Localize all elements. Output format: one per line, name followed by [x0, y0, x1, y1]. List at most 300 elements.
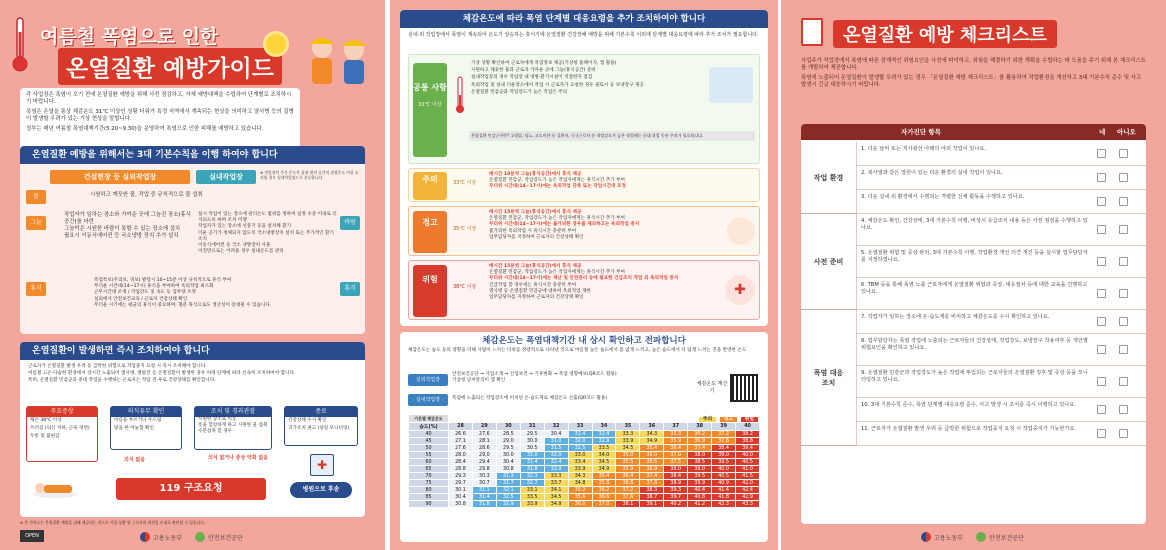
water-label: 물: [26, 190, 46, 204]
heat-cell: 33.9: [568, 466, 592, 473]
common-item: 온열질환 민감군과 작업강도가 높은 작업은 주의: [471, 89, 568, 95]
heat-cell: 39.1: [640, 501, 664, 508]
heat-cell: 30.5: [520, 445, 544, 452]
common-item: 시원하고 깨끗한 물과 근로자 가까운 곳에 그늘(휴식공간) 준비: [471, 68, 596, 74]
title-line1: 여름철 폭염으로 인한: [40, 26, 219, 48]
temp-header: 37: [664, 423, 688, 431]
heat-cell: 34.0: [592, 452, 616, 459]
ministry-name: 고용노동부: [153, 534, 182, 542]
common-items: [471, 61, 701, 96]
heat-cell: 31.8: [472, 501, 496, 508]
heat-cell: 30.8: [496, 466, 520, 473]
table-row: [409, 473, 760, 480]
temp-header: 36: [640, 423, 664, 431]
level-item: 열사병 등 온열질환 민감군에 대하여 옥외작업 제한: [489, 288, 591, 294]
heat-cell: 32.4: [592, 431, 616, 438]
heat-cell: 39.5: [688, 473, 712, 480]
head-item: 자가진단 항목: [901, 128, 941, 136]
heat-cell: 40.9: [712, 480, 736, 487]
heat-cell: 35.3: [664, 431, 688, 438]
checkbox-yes[interactable]: [1097, 197, 1106, 206]
step-title: 의식유무 확인: [111, 407, 181, 417]
common-item: 옥외작업 및 실내 더운장소에서 작업 시 근로자가 요청한 경우 쿨토시 등 보냉장구 제공: [471, 82, 644, 88]
heat-cell: 38.7: [640, 494, 664, 501]
levels-title: 체감온도에 따라 폭염 단계별 대응요령을 추가 조치하여야 합니다: [400, 10, 768, 28]
poster-heat-guide: [0, 0, 385, 550]
checklist-head: [801, 124, 1146, 140]
heat-cell: 33.5: [520, 494, 544, 501]
heat-cell: 40.5: [712, 473, 736, 480]
table-row: [409, 501, 760, 508]
heat-cell: 31.4: [472, 494, 496, 501]
checklist-title: 온열질환 예방 체크리스트: [833, 20, 1057, 48]
outdoor-line: 안전보건공단 ⇒ 사업소개 ⇒ 산업보건 ⇒ 기후변화 ⇒ 폭염 영향예보(QR코드 활용): [452, 372, 617, 377]
heat-cell: 28.0: [449, 452, 473, 459]
heat-cell: 38.3: [640, 487, 664, 494]
step-box: [194, 406, 272, 450]
rules-header: 온열질환 예방을 위해서는 3대 기본수칙을 이행 하여야 합니다: [20, 146, 365, 164]
checkbox-no[interactable]: [1119, 345, 1128, 354]
level-item: 무더위 시간대(14~17시)에는 옥외작업 단축 또는 작업시간대 조정: [489, 184, 626, 190]
step-box: [110, 406, 182, 450]
heat-cell: 29.5: [520, 431, 544, 438]
level-item: 매시간 15분씩 그늘(휴식공간)에서 휴식 제공: [489, 210, 582, 215]
heat-cell: 33.1: [520, 487, 544, 494]
heat-cell: 31.8: [520, 466, 544, 473]
heat-cell: 29.0: [472, 452, 496, 459]
heat-cell: 43.3: [736, 501, 760, 508]
checkbox-yes[interactable]: [1097, 149, 1106, 158]
level-name: 주의: [422, 175, 438, 184]
heat-cell: 32.9: [496, 501, 520, 508]
heat-cell: 42.3: [712, 501, 736, 508]
temp-header: 34: [592, 423, 616, 431]
heat-cell: 40.5: [736, 459, 760, 466]
heat-cell: 36.0: [640, 452, 664, 459]
level-item: 업무담당자를 지정하여 근로자의 건강상태 확인: [489, 234, 584, 240]
heat-cell: 34.9: [640, 438, 664, 445]
heat-cell: 37.8: [640, 480, 664, 487]
heat-cell: 37.4: [688, 445, 712, 452]
checklist-item-text: 4. 체감온도 확인, 건강상태, 3대 기본수칙 이행, 비상시 응급조치 내용 등은 사전 점검을 수행하고 있나요.: [861, 218, 1088, 231]
heat-cell: 34.9: [544, 501, 568, 508]
level-item: 온열질환 민감군, 작업강도가 높은 작업자에게는 휴식시간 추가 부여: [489, 178, 625, 184]
table-corner: 기온별 체감온도: [409, 415, 449, 423]
heat-cell: 35.6: [568, 494, 592, 501]
heat-cell: 40.0: [712, 466, 736, 473]
poster-checklist: [781, 0, 1166, 550]
level-row: [408, 260, 760, 320]
ministry-logo-icon: [140, 532, 150, 542]
heat-cell: 38.2: [736, 431, 760, 438]
step-title: 조치 및 경과관찰: [195, 407, 271, 417]
step-item: 옷을 헐렁하게 하고 시원한 물 섭취: [198, 423, 268, 429]
heat-cell: 31.1: [472, 487, 496, 494]
heat-cell: 36.4: [664, 445, 688, 452]
heat-cell: 39.4: [736, 445, 760, 452]
title-line2: 온열질환 예방가이드: [58, 48, 282, 85]
heat-cell: 26.6: [449, 431, 473, 438]
rest-item: 폭염특보(주의보, 경보) 발령시 10~15분 이상 규칙적으로 휴식 부여: [94, 278, 232, 283]
heat-cell: 30.4: [449, 494, 473, 501]
heat-cell: 37.8: [712, 438, 736, 445]
heat-index-table: [408, 414, 760, 508]
heat-cell: 37.4: [640, 473, 664, 480]
heat-cell: 29.3: [449, 473, 473, 480]
common-temp: 31℃ 이상: [418, 102, 442, 108]
level-row: [408, 168, 760, 202]
step-box: [284, 406, 358, 446]
checkbox-no[interactable]: [1119, 429, 1128, 438]
level-temp: 33℃ 이상: [453, 180, 477, 186]
heat-cell: 32.9: [592, 438, 616, 445]
heat-cell: 35.8: [592, 480, 616, 487]
heat-cell: 35.4: [592, 473, 616, 480]
outdoor-text: [452, 372, 692, 384]
step-item: 이름을 부르거나 두드림: [114, 418, 162, 423]
checkbox-no[interactable]: [1119, 225, 1128, 234]
heat-cell: 38.0: [688, 452, 712, 459]
heat-cell: 41.0: [736, 466, 760, 473]
heat-cell: 29.7: [449, 480, 473, 487]
checklist-table: [801, 124, 1146, 524]
checkbox-yes[interactable]: [1097, 377, 1106, 386]
checkbox-no[interactable]: [1119, 377, 1128, 386]
temp-header: 39: [712, 423, 736, 431]
check-panel: [400, 332, 768, 542]
footer-logos: [140, 532, 243, 542]
checklist-section-label: 폭염 대응 조치: [801, 310, 857, 446]
poster-heat-levels: [390, 0, 778, 550]
levels-panel: [400, 10, 768, 326]
action-header: 온열질환이 발생하면 즉시 조치하여야 합니다: [20, 342, 365, 360]
heat-cell: 30.4: [544, 431, 568, 438]
heat-cell: 36.9: [640, 466, 664, 473]
heat-cell: 34.3: [568, 473, 592, 480]
heat-cell: 35.4: [640, 445, 664, 452]
heat-cell: 32.0: [544, 452, 568, 459]
level-item: 무더위 시간대(14~17시)에는 불가피한 경우를 제외하고는 옥외작업 중지: [489, 222, 640, 228]
checklist-row: [857, 422, 1146, 446]
heat-cell: 32.4: [544, 459, 568, 466]
heat-cell: 30.1: [449, 487, 473, 494]
heat-cell: 37.6: [616, 494, 640, 501]
heat-cell: 32.7: [520, 480, 544, 487]
heat-cell: 35.9: [664, 438, 688, 445]
action-line: 근로자가 온열질환 발생 우려 등 급박한 위험으로 작업중지 요청 시 즉시 조치해야 합니다.: [28, 364, 207, 369]
heat-cell: 37.0: [664, 452, 688, 459]
table-row: [409, 480, 760, 487]
heat-cell: 35.2: [568, 487, 592, 494]
heat-cell: 30.8: [449, 501, 473, 508]
temp-header: 38: [688, 423, 712, 431]
heat-cell: 38.4: [712, 445, 736, 452]
table-row: [409, 431, 760, 438]
checkbox-yes[interactable]: [1097, 429, 1106, 438]
heat-cell: 40.0: [736, 452, 760, 459]
checklist-row: [857, 246, 1146, 278]
heat-cell: 29.0: [496, 438, 520, 445]
wind-item: 더운 공기가 정체되지 않도록 국소냉방장치 설치 또는 추가적인 환기 조치: [198, 230, 334, 242]
shade-label: 그늘: [26, 216, 46, 230]
heat-cell: 39.7: [664, 494, 688, 501]
step-title: 주요증상: [27, 407, 97, 417]
heat-cell: 36.4: [616, 473, 640, 480]
heat-cell: 37.5: [664, 459, 688, 466]
checkbox-no[interactable]: [1119, 197, 1128, 206]
rest-label-right: 휴식: [340, 282, 360, 296]
checkbox-no[interactable]: [1119, 173, 1128, 182]
level-item: 무더위 시간대(14~17시)에는 재난 및 안전관리 등에 필요한 긴급조치 작업 외 옥외작업 중지: [489, 276, 679, 282]
humidity-cell: 50: [409, 445, 449, 452]
heat-cell: 36.0: [568, 501, 592, 508]
heat-cell: 29.5: [496, 445, 520, 452]
outdoor-label: 실외작업장: [408, 374, 448, 386]
indoor-text: 폭염에 노출되는 작업장소에 비치된 온·습도계로 체감온도 산출(QR코드 활용): [452, 396, 608, 401]
checkbox-no[interactable]: [1119, 317, 1128, 326]
checklist-row: [857, 334, 1146, 366]
step-item: 시원한 장소로 이동: [198, 417, 237, 422]
heat-cell: 36.8: [616, 480, 640, 487]
level-badge: [413, 211, 447, 253]
heat-cell: 42.4: [736, 487, 760, 494]
heat-cell: 34.3: [640, 431, 664, 438]
heat-cell: 42.9: [736, 494, 760, 501]
heat-cell: 31.0: [544, 438, 568, 445]
checkbox-yes[interactable]: [1097, 289, 1106, 298]
heat-cell: 34.5: [544, 494, 568, 501]
legend-danger: 위험: [741, 417, 758, 422]
level-item: 긴급작업 할 경우에는 휴식시간 충분히 부여: [489, 282, 577, 288]
checklist-item-text: 8. 업무담당자는 폭염 작업에 노출되는 근로자들의 건강상태, 작업강도, 보냉장구 착용여부 등 개인별 위험요인을 확인하고 있나요.: [861, 338, 1088, 351]
checklist-intro-line: 사업주가 작업장에서 폭염에 따른 잠재적인 위험요인을 사전에 파악하고, 위험을 해결하기 위한 계획을 수립하는 데 도움을 주기 위해 본 체크리스트를 개발하여 제공합니다.: [801, 58, 1146, 71]
heat-cell: 28.1: [472, 438, 496, 445]
heat-cell: 32.5: [568, 445, 592, 452]
heat-cell: 33.9: [616, 438, 640, 445]
checklist-row: [857, 310, 1146, 334]
level-temp: 38℃ 이상: [453, 284, 477, 290]
col-outdoor-header: 건설현장 등 실외작업장: [50, 170, 190, 184]
shade-item: 작업자가 일하는 장소와 가까운 곳에 그늘진 장소(휴식공간)를 마련: [64, 212, 191, 225]
checklist-item-text: 2. 복사열과 같은 열원이 있는 더운 환경의 실내 작업이 있나요.: [861, 170, 1003, 176]
checkbox-yes[interactable]: [1097, 317, 1106, 326]
temp-header: 30: [496, 423, 520, 431]
humidity-cell: 85: [409, 494, 449, 501]
open-license-badge: OPEN: [20, 530, 44, 542]
heat-cell: 39.0: [712, 452, 736, 459]
action-line: 여름철 고온·다습한 환경에서 장시간 노출되어 열사병, 열탈진 등 온열질환이 발생한 경우 아래 단계에 따라 신속히 조치하여야 합니다.: [28, 371, 296, 377]
table-row: [409, 445, 760, 452]
heat-cell: 33.9: [520, 501, 544, 508]
common-thermo-icon: [455, 75, 465, 115]
humidity-cell: 65: [409, 466, 449, 473]
heat-cell: 39.9: [688, 480, 712, 487]
worker-rest-icon: [727, 217, 755, 245]
table-row: [409, 466, 760, 473]
action-section: [20, 342, 365, 517]
humidity-cell: 45: [409, 438, 449, 445]
temp-header: 32: [544, 423, 568, 431]
thermometer-icon: [6, 14, 34, 74]
common-item: 실내작업장의 경우 작업장 내 냉방·환기시설이 적절한지 점검: [471, 75, 593, 81]
table-header-row: [409, 415, 760, 423]
rest-label-left: 휴식: [26, 282, 46, 296]
qr-code-icon: [730, 374, 758, 402]
checkbox-yes[interactable]: [1097, 173, 1106, 182]
temp-header: 40: [736, 423, 760, 431]
hospital-icon: ✚: [310, 454, 334, 476]
level-items: [489, 210, 719, 241]
level-item: 업무담당자를 지정하여 근로자의 건강상태 확인: [489, 295, 584, 301]
wind-item: 작업자가 있는 장소에 선풍기 등을 설치해 환기: [198, 224, 292, 230]
temp-header: 33: [568, 423, 592, 431]
table-row: [409, 487, 760, 494]
checklist-row: [857, 398, 1146, 422]
step-item: 말을 한 어눌함 확인: [114, 426, 154, 432]
checklist-section-label: 작업 환경: [801, 142, 857, 214]
level-name: 위험: [422, 275, 438, 284]
heat-cell: 29.4: [472, 459, 496, 466]
heat-cell: 36.9: [688, 438, 712, 445]
col-indoor-note: ※ 작업장의 주간 온도가 실내 편의 공간의 권장온도 이상 유지될 경우 실내작업장으로 분류합니다: [260, 170, 359, 180]
level-temp: 35℃ 이상: [453, 226, 477, 232]
heat-cell: 38.9: [664, 480, 688, 487]
heat-cell: 31.0: [520, 452, 544, 459]
checkbox-yes[interactable]: [1097, 225, 1106, 234]
rest-item: 근무시간대 조정 / 작업강도 및 속도 등 업무량 조정: [94, 290, 196, 296]
level-items: [489, 172, 749, 191]
checklist-row: [857, 142, 1146, 166]
rest-item: 무더운 시기에는 평균의 휴식이 중요하며, 철분 휴식으로도 생산성이 증대될 수 있습니다.: [94, 302, 272, 308]
heat-cell: 30.7: [472, 480, 496, 487]
common-badge: [413, 63, 447, 157]
heat-cell: 34.8: [568, 480, 592, 487]
checklist-item-text: 7. 작업자가 일하는 장소에 온·습도계를 비치하고 체감온도를 수시 확인하고 있나요.: [861, 314, 1050, 320]
heat-cell: 38.1: [616, 501, 640, 508]
heat-cell: 37.2: [712, 431, 736, 438]
agency-name: 안전보건공단: [988, 534, 1024, 542]
heat-cell: 34.9: [592, 466, 616, 473]
intro-line: 폭염은 온열을 통상 체감온도 31℃ 이상인 상황 더위가 특정 지역에서 계속되는 현상을 의미하고 열사병 등의 질병이 발생할 우려가 있는 기상 현상을 말합니다.: [26, 109, 294, 122]
checklist-item-text: 6. TBM 등을 통해 폭염 노출 근로자에게 온열질환 위험과 증상, 대응절차 등에 대한 교육을 진행하고있나요.: [861, 282, 1088, 295]
check-title: 체감온도는 폭염대책기간 내 상시 확인하고 전파합니다: [482, 336, 686, 346]
step-title: 종료: [285, 407, 357, 417]
checkbox-no[interactable]: [1119, 289, 1128, 298]
checkbox-no[interactable]: [1119, 257, 1128, 266]
table-row: [409, 494, 760, 501]
legend-warning: 경고: [720, 417, 737, 422]
heat-cell: 36.2: [592, 487, 616, 494]
heat-cell: 41.5: [736, 473, 760, 480]
heat-cell: 34.5: [592, 459, 616, 466]
heat-cell: 32.1: [496, 487, 520, 494]
heat-index-table-wrap: [408, 414, 760, 508]
heat-cell: 31.3: [496, 473, 520, 480]
humidity-cell: 70: [409, 473, 449, 480]
heat-cell: 28.5: [496, 431, 520, 438]
checklist-row: [857, 214, 1146, 246]
agency-logo-icon: [195, 532, 205, 542]
agency-name: 안전보건공단: [207, 534, 243, 542]
heat-cell: 37.2: [616, 487, 640, 494]
temp-header: 35: [616, 423, 640, 431]
medical-icon: ✚: [725, 275, 755, 305]
heat-cell: 31.5: [544, 445, 568, 452]
heat-cell: 40.2: [664, 501, 688, 508]
heat-cell: 34.1: [544, 487, 568, 494]
workers-illustration: [300, 30, 378, 88]
temp-header: 29: [472, 423, 496, 431]
action-line: 특히, 온열질환 민감군과 중대 작업을 수행하는 근로자는 작업 전·후로 건강상태를 확인합니다.: [28, 378, 216, 384]
rest-item: 무더운 시간대(14~17시) 휴식을 부여하여 옥외작업 최소화: [94, 284, 214, 290]
checkbox-yes[interactable]: [1097, 345, 1106, 354]
checklist-item-text: 3. 더운 실내·외 환경에서 수행되는 격렬한 신체 활동을 수행하고 있나요.: [861, 194, 1025, 200]
heat-cell: 30.0: [520, 438, 544, 445]
heat-cell: 38.0: [664, 466, 688, 473]
hospital-box: 병원으로 후송: [290, 482, 352, 498]
heat-cell: 36.2: [688, 431, 712, 438]
checklist-intro: [801, 58, 1146, 89]
conscious-yes-label: 의식 없거나 증상 악화 없음: [208, 455, 269, 461]
common-note: 온열질환 민감군이란? 고혈압, 당뇨, 고도비만 등 질환자, 신규근로자 등 작업강도가 높은 작업에는 중대 작업 동안 주의가 필요합니다.: [469, 131, 755, 141]
clipboard-icon: [801, 18, 823, 46]
checklist-section-label: 사전 준비: [801, 214, 857, 310]
table-temp-row: [409, 423, 760, 431]
humidity-cell: 75: [409, 480, 449, 487]
heat-cell: 32.9: [544, 466, 568, 473]
checklist-item-text: 11. 근로자가 온열질환 발생 우려 등 급박한 위험으로 작업중지 요청 시 작업중지가 가능한가요.: [861, 426, 1077, 432]
shade-item: 필요시 이동식에어컨 등 국소냉방 장치 추가 설치: [64, 233, 179, 239]
step-box: [26, 406, 98, 462]
level-badge: [413, 265, 447, 317]
checkbox-yes[interactable]: [1097, 257, 1106, 266]
heat-cell: 30.4: [496, 459, 520, 466]
heat-cell: 33.4: [568, 459, 592, 466]
table-row: [409, 452, 760, 459]
heat-cell: 41.2: [688, 501, 712, 508]
heat-cell: 35.9: [616, 466, 640, 473]
checkbox-yes[interactable]: [1097, 405, 1106, 414]
shade-item: 그늘막은 시원한 바람이 통할 수 있는 장소에 설치: [64, 226, 181, 232]
rest-list: [94, 278, 334, 309]
level-row: [408, 206, 760, 256]
wind-item: 이동식에어컨 등 국소 냉방장치 사용: [198, 243, 271, 249]
intro-line: 정부는 매년 여름철 폭염대책기간(5.20~9.30)을 운영하여 폭염으로 인한 피해를 예방하고 있습니다.: [26, 126, 264, 132]
heat-cell: 30.3: [472, 473, 496, 480]
heat-cell: 27.1: [449, 438, 473, 445]
level-badge: [413, 172, 447, 200]
heat-cell: 38.4: [664, 473, 688, 480]
level-items: [489, 264, 719, 301]
checkbox-no[interactable]: [1119, 405, 1128, 414]
step-item: 귀가조치 권고 (당일 모니터링): [288, 426, 350, 432]
table-row: [409, 438, 760, 445]
checklist-row: [857, 278, 1146, 310]
heat-cell: 33.7: [544, 480, 568, 487]
table-body: [409, 431, 760, 508]
checkbox-no[interactable]: [1119, 149, 1128, 158]
checklist-item-text: 1. 더운 날씨 또는 직사광선 아래의 야외 작업이 있나요.: [861, 146, 987, 152]
heat-cell: 28.4: [449, 459, 473, 466]
heat-cell: 32.0: [568, 438, 592, 445]
heat-cell: 33.3: [616, 431, 640, 438]
ministry-logo-icon: [921, 532, 931, 542]
heat-cell: 33.0: [568, 452, 592, 459]
heat-cell: 41.8: [712, 494, 736, 501]
heat-cell: 35.5: [616, 459, 640, 466]
heat-cell: 36.5: [640, 459, 664, 466]
action-lines: [28, 364, 358, 385]
